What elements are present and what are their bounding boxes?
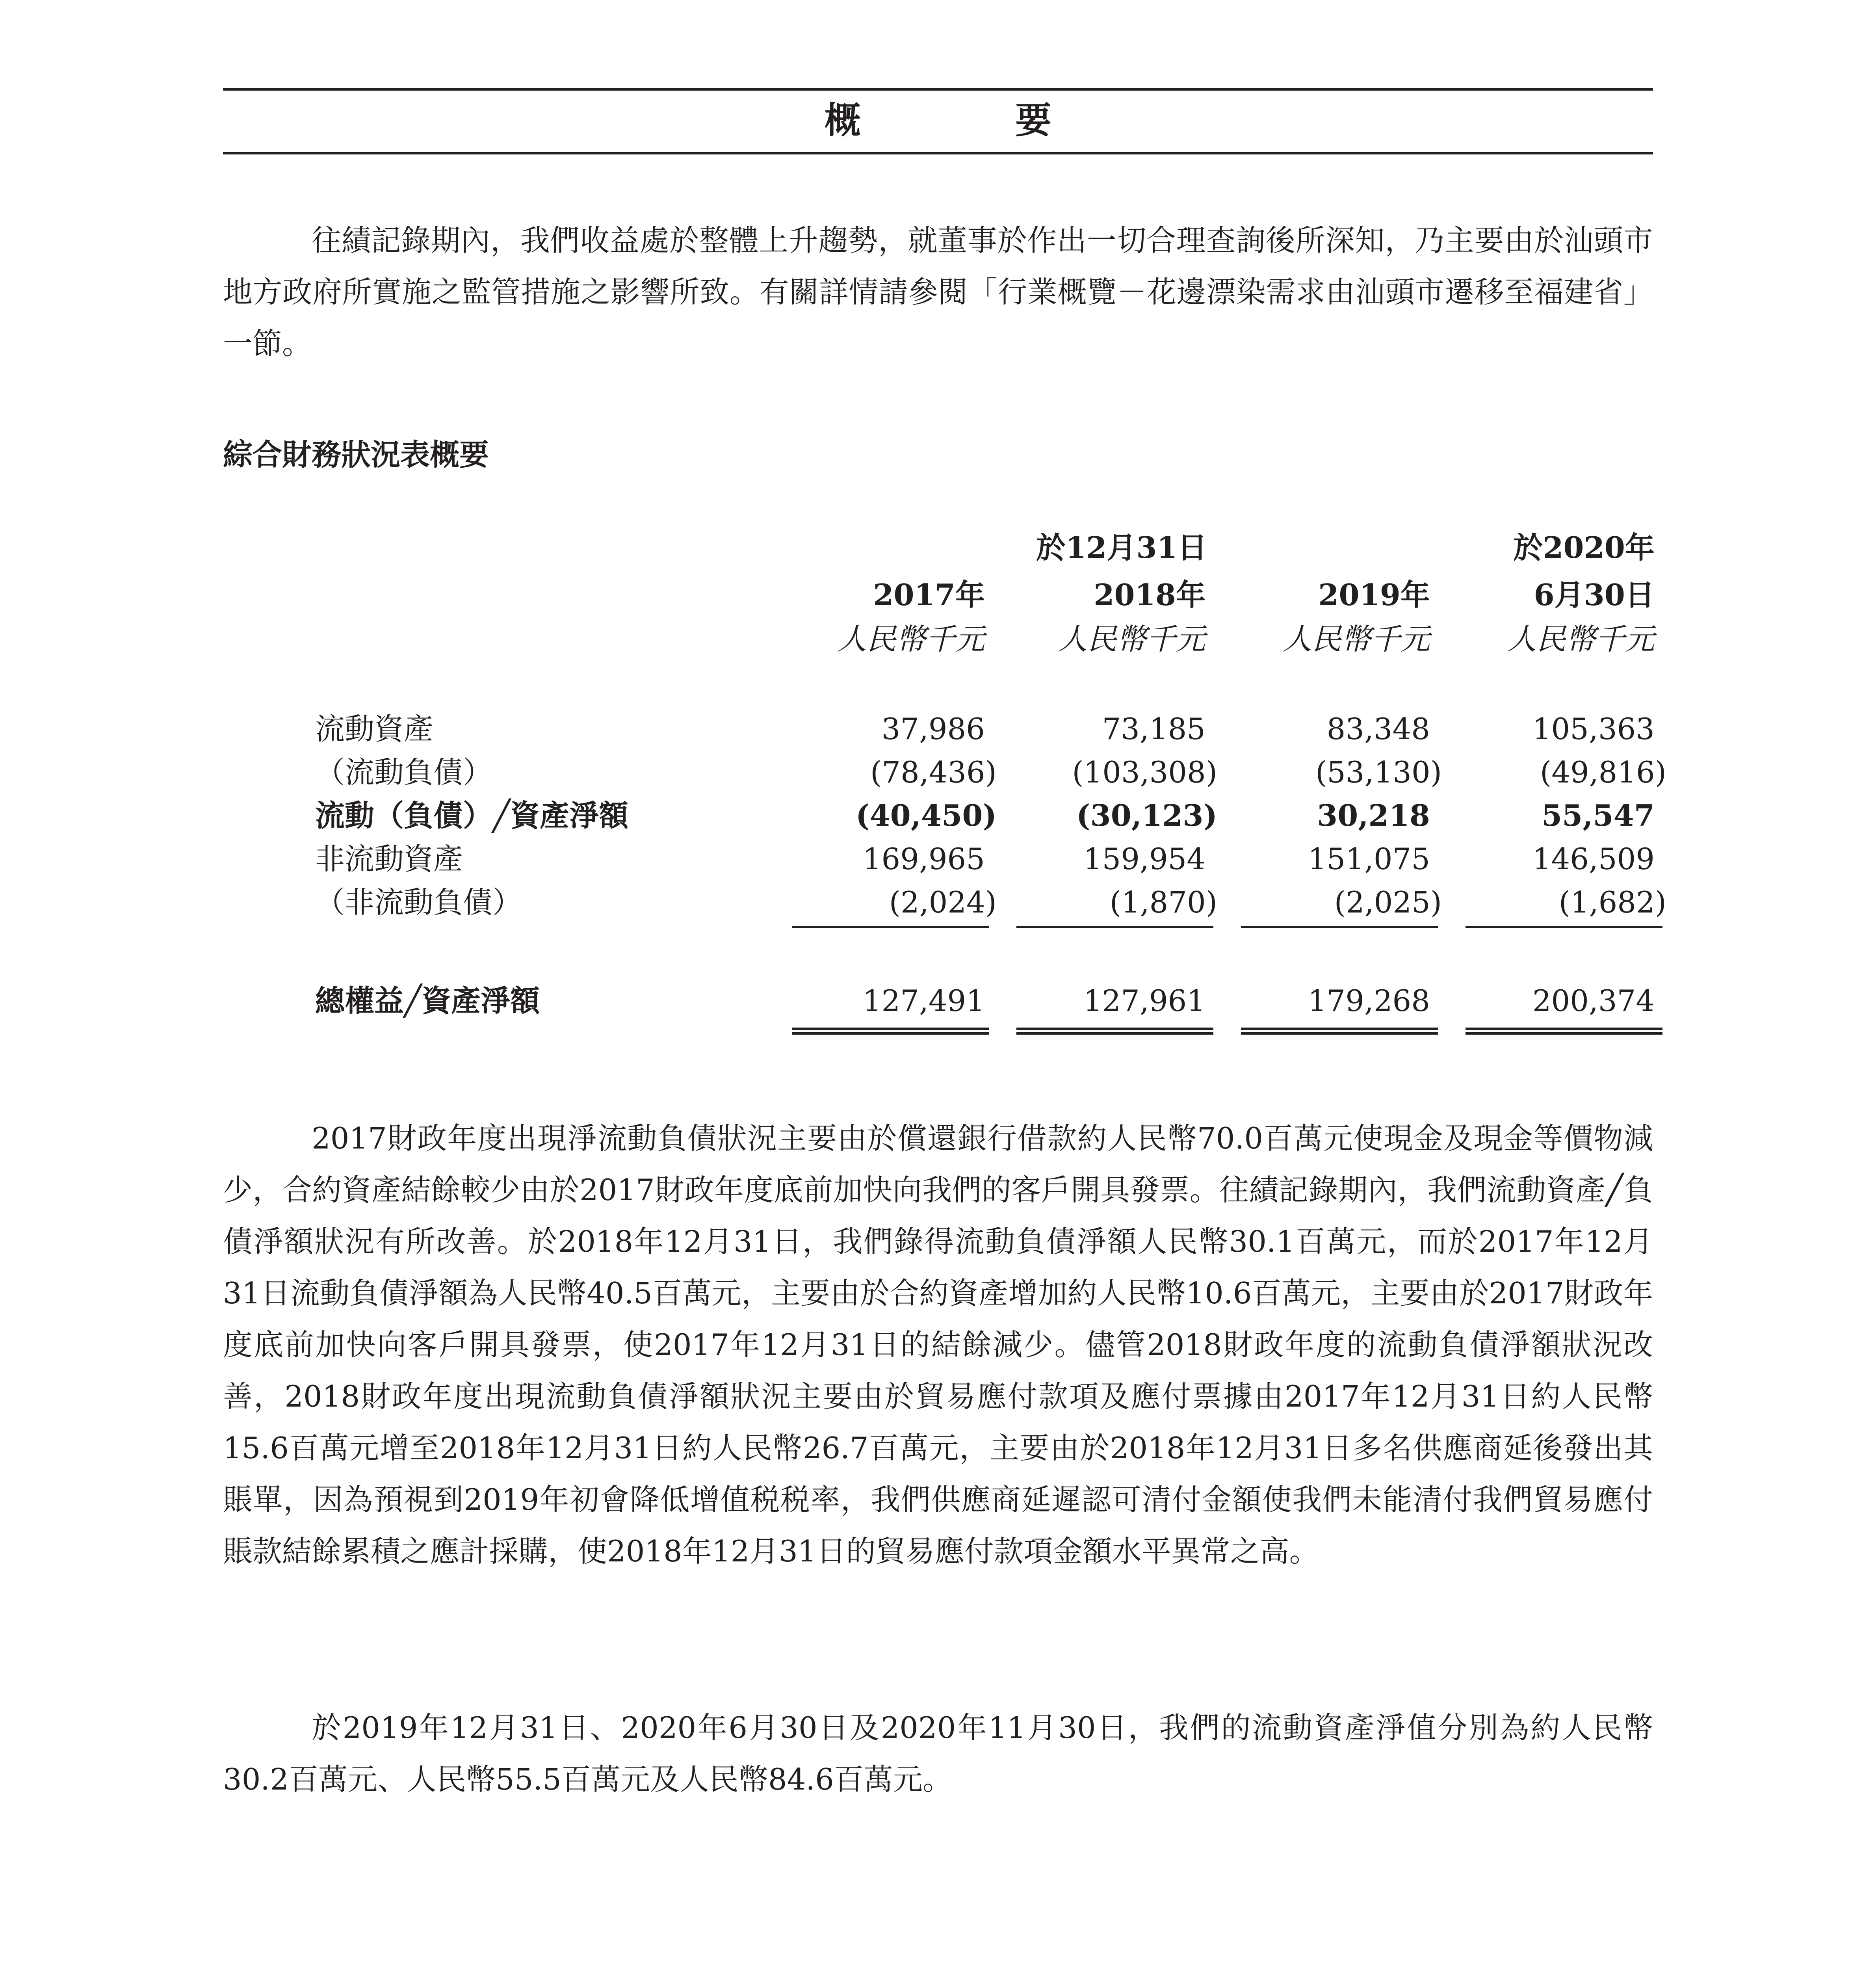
column-unit-2019: 人民幣千元 xyxy=(1282,622,1430,656)
row-label-non-current-liabilities: （非流動負債） xyxy=(315,885,522,920)
table-cell: 37,986 xyxy=(881,712,985,746)
subtotal-rule xyxy=(792,926,989,928)
row-label-total-equity: 總權益╱資產淨額 xyxy=(315,983,540,1018)
total-double-rule xyxy=(1241,1028,1438,1035)
column-unit-2018: 人民幣千元 xyxy=(1057,622,1205,656)
table-cell: (40,450) xyxy=(855,798,997,833)
table-cell: (49,816) xyxy=(1540,755,1666,790)
table-cell: 30,218 xyxy=(1317,798,1430,833)
section-title: 概 要 xyxy=(824,99,1111,141)
table-cell: (78,436) xyxy=(870,755,997,790)
table-cell: 83,348 xyxy=(1326,712,1430,746)
column-header-jun30: 6月30日 xyxy=(1534,578,1655,612)
group-header-2020: 於2020年 xyxy=(1513,530,1655,565)
table-cell: 151,075 xyxy=(1308,842,1430,876)
column-header-2019: 2019年 xyxy=(1318,578,1430,612)
row-label-current-assets: 流動資產 xyxy=(315,712,434,746)
table-cell: 127,961 xyxy=(1083,983,1205,1018)
row-label-non-current-assets: 非流動資產 xyxy=(315,842,463,876)
column-unit-jun30: 人民幣千元 xyxy=(1506,622,1655,656)
table-cell: (103,308) xyxy=(1072,755,1217,790)
subtotal-rule xyxy=(1466,926,1662,928)
total-double-rule xyxy=(792,1028,989,1035)
column-unit-2017: 人民幣千元 xyxy=(837,622,985,656)
table-cell: 73,185 xyxy=(1102,712,1205,746)
table-cell: (1,682) xyxy=(1558,885,1666,920)
intro-paragraph: 往績記錄期內，我們收益處於整體上升趨勢，就董事於作出一切合理查詢後所深知，乃主要由於汕頭市地方政府所實施之監管措施之影響所致。有關詳情請參閱「行業概覽－花邊漂染需求由汕頭市遷移至福建省」一節。 xyxy=(223,223,1653,361)
table-cell: 169,965 xyxy=(862,842,985,876)
column-header-2017: 2017年 xyxy=(873,578,985,612)
subtotal-rule xyxy=(1241,926,1438,928)
table-cell: (1,870) xyxy=(1109,885,1217,920)
table-cell: 55,547 xyxy=(1541,798,1655,833)
table-cell: 179,268 xyxy=(1308,983,1430,1018)
table-title: 綜合財務狀況表概要 xyxy=(223,437,489,472)
table-cell: 127,491 xyxy=(862,983,985,1018)
table-cell: (53,130) xyxy=(1315,755,1442,790)
table-cell: 105,363 xyxy=(1532,712,1655,746)
table-cell: 200,374 xyxy=(1532,983,1655,1018)
table-cell: (2,025) xyxy=(1334,885,1442,920)
row-label-current-liabilities: （流動負債） xyxy=(315,755,493,790)
table-cell: 159,954 xyxy=(1083,842,1205,876)
analysis-paragraph: 2017財政年度出現淨流動負債狀況主要由於償還銀行借款約人民幣70.0百萬元使現金及現金等價物減少，合約資產結餘較少由於2017財政年度底前加快向我們的客戶開具發票。往績記錄期內，我們流動資產╱負債淨額狀況有所改善。於2018年12月31日，我們錄得流動負債淨額人民幣30.1百萬元，而於2017年12月31日流動負債淨額為人民幣40.5百萬元，主要由於合約資產增加約人民幣10.6百萬元，主要由於2017財政年度底前加快向客戶開具發票，使2017年12月31日的結餘減少。儘管2018財政年度的流動負債淨額狀況改善，2018財政年度出現流動負債淨額狀況主要由於貿易應付款項及應付票據由2017年12月31日約人民幣15.6百萬元增至2018年12月31日約人民幣26.7百萬元，主要由於2018年12月31日多名供應商延後發出其賬單，因為預視到2019年初會降低增值税税率，我們供應商延遲認可清付金額使我們未能清付我們貿易應付賬款結餘累積之應計採購，使2018年12月31日的貿易應付款項金額水平異常之高。 xyxy=(223,1121,1653,1569)
closing-paragraph: 於2019年12月31日、2020年6月30日及2020年11月30日，我們的流動資產淨值分別為約人民幣30.2百萬元、人民幣55.5百萬元及人民幣84.6百萬元。 xyxy=(223,1710,1653,1797)
row-label-net-current: 流動（負債）╱資產淨額 xyxy=(315,798,629,833)
group-header-dec31: 於12月31日 xyxy=(1036,530,1207,565)
total-double-rule xyxy=(1016,1028,1213,1035)
subtotal-rule xyxy=(1016,926,1213,928)
column-header-2018: 2018年 xyxy=(1094,578,1205,612)
table-cell: 146,509 xyxy=(1532,842,1655,876)
table-cell: (2,024) xyxy=(889,885,997,920)
table-cell: (30,123) xyxy=(1076,798,1217,833)
total-double-rule xyxy=(1466,1028,1662,1035)
